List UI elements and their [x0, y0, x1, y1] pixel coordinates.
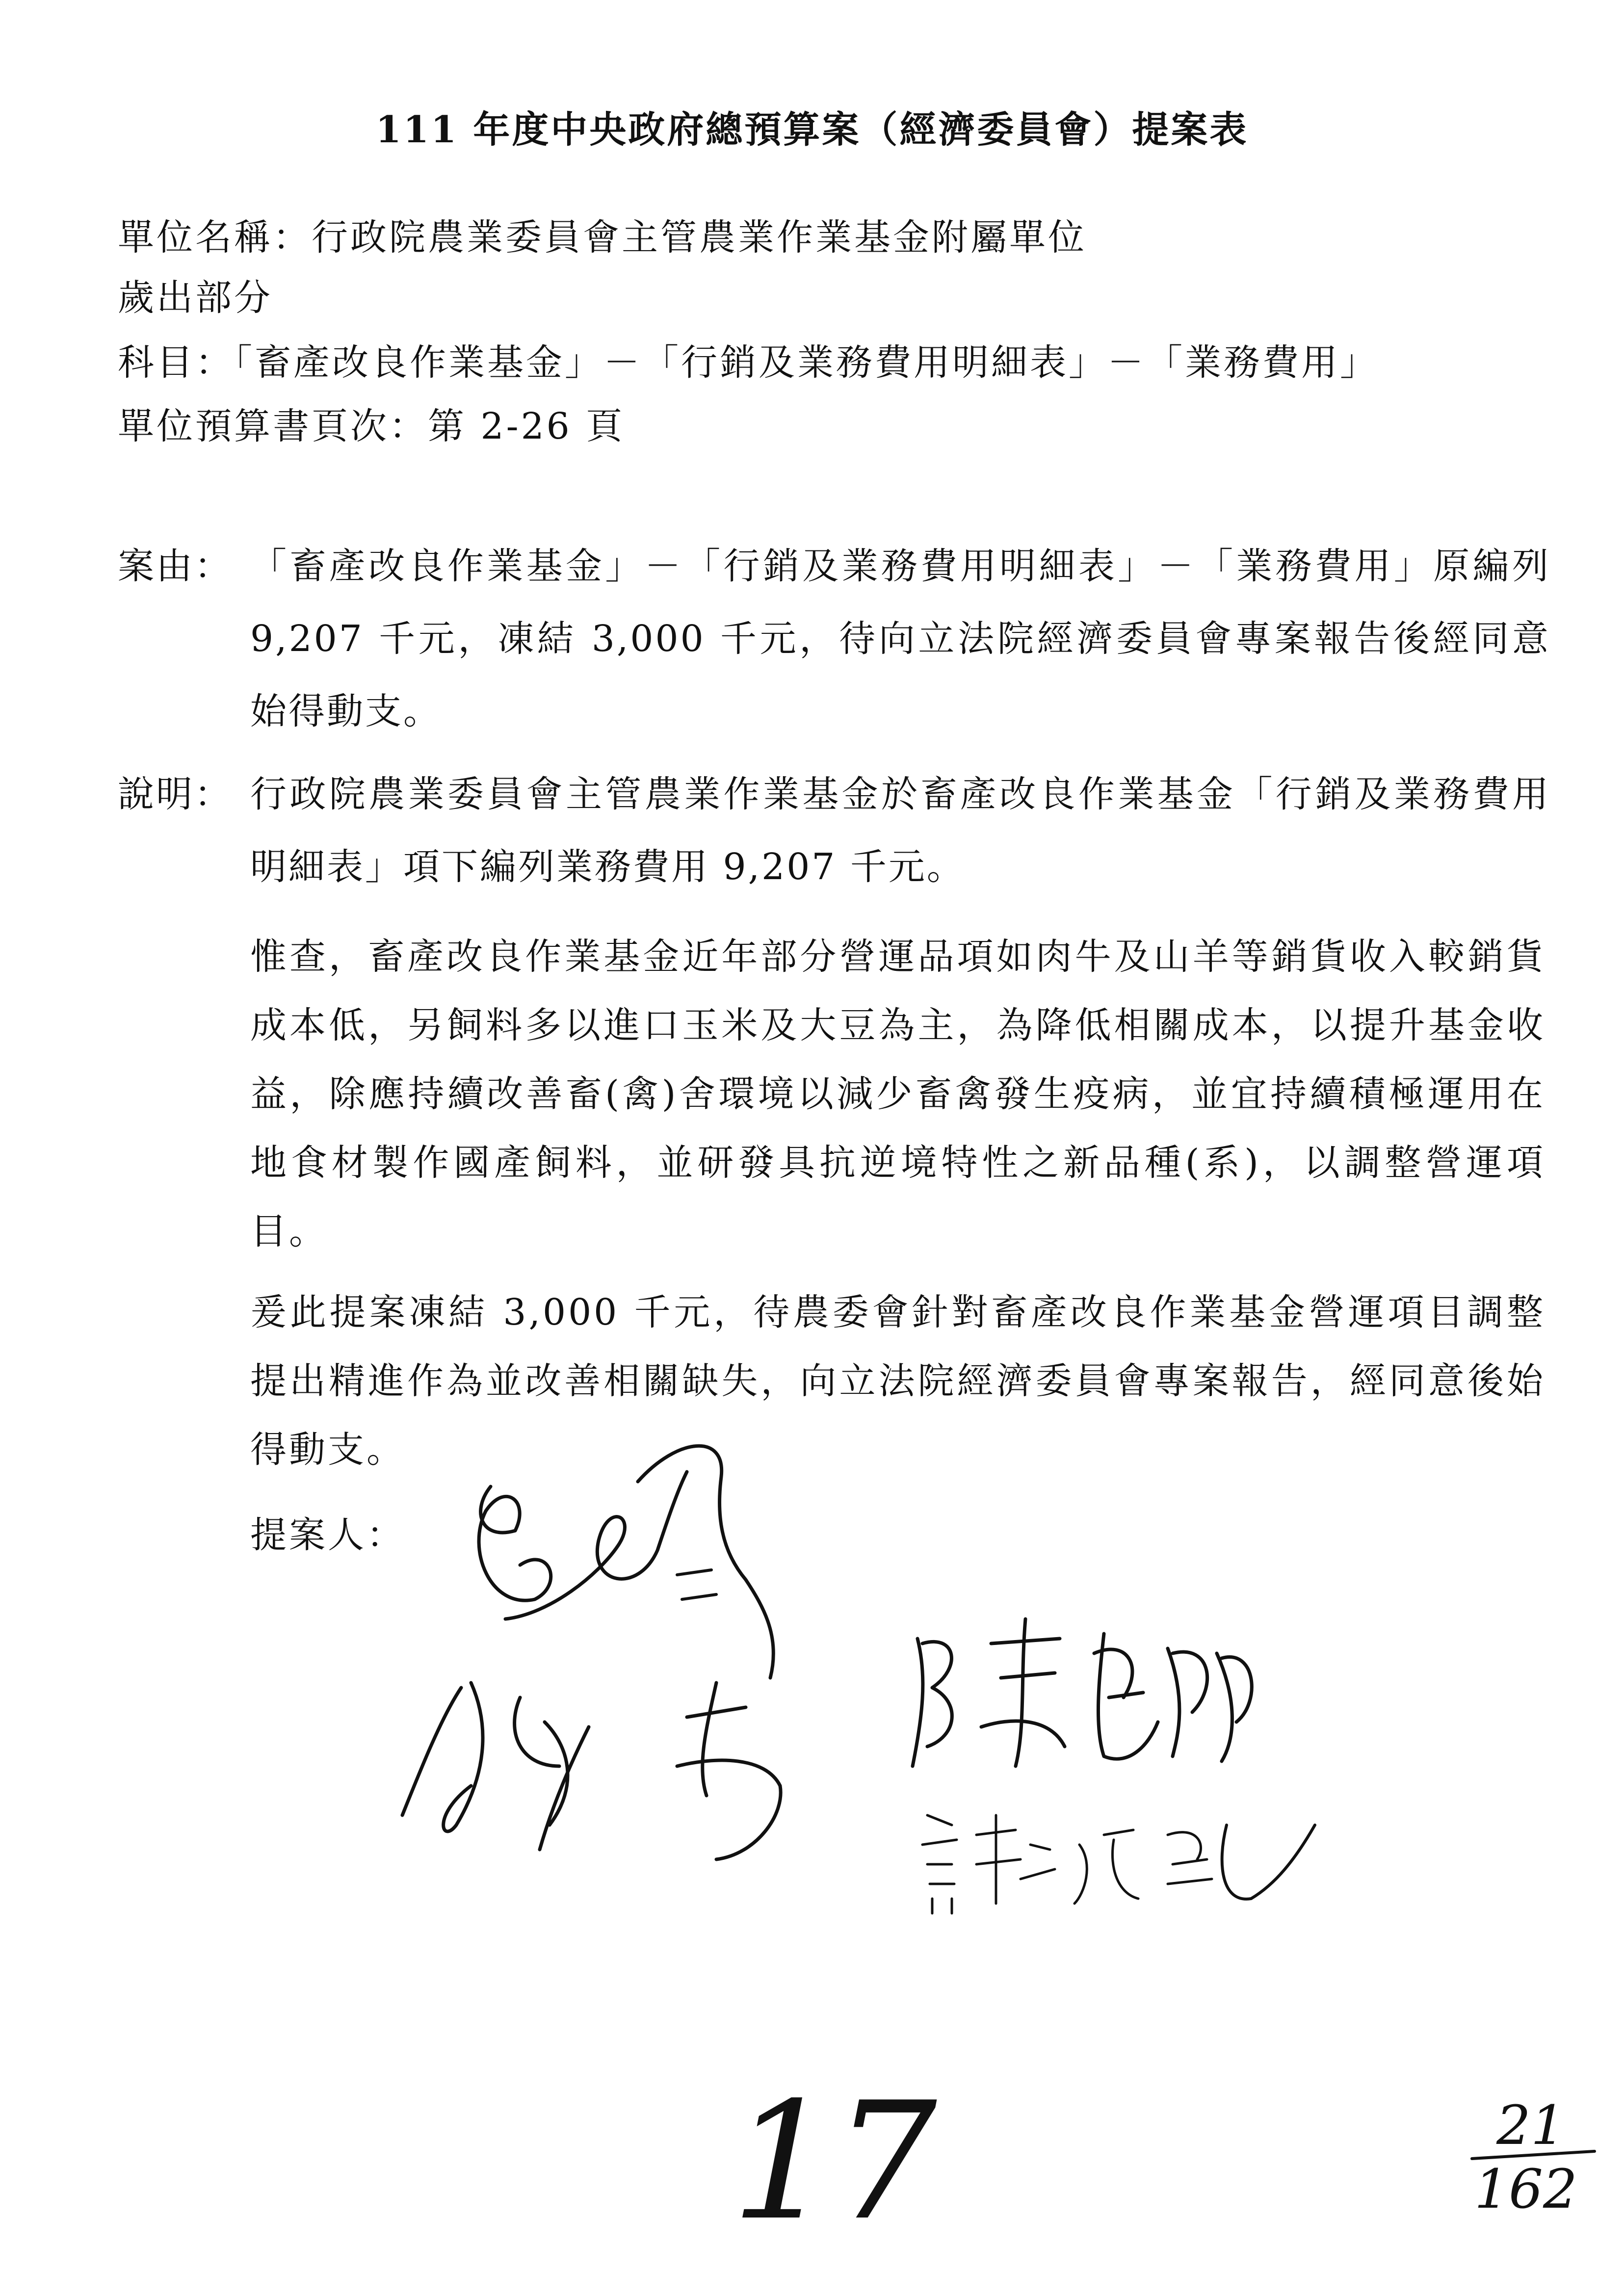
fraction-bottom: 162 [1474, 2158, 1577, 2220]
signature-2 [402, 1683, 781, 1859]
proposer-label: 提案人： [250, 1514, 405, 1556]
reason-label: 案由： [118, 545, 233, 587]
signature-4 [922, 1815, 1315, 1913]
signature-1 [479, 1446, 773, 1678]
subject-line: 科目：「畜產改良作業基金」－「行銷及業務費用明細表」－「業務費用」 [118, 341, 1379, 384]
explanation-label: 說明： [118, 773, 233, 815]
reason-text: 「畜產改良作業基金」－「行銷及業務費用明細表」－「業務費用」原編列 9,207 千元，凍結 3,000 千元，待向立法院經濟委員會專案報告後經同意始得動支。 [250, 545, 1550, 732]
fraction-top: 21 [1496, 2094, 1565, 2157]
budget-page-reference: 單位預算書頁次：第 2-26 頁 [118, 405, 625, 447]
unit-name: 單位名稱：行政院農業委員會主管農業作業基金附屬單位 [118, 216, 1087, 259]
section-label: 歲出部分 [118, 277, 273, 319]
document-title: 111 年度中央政府總預算案（經濟委員會）提案表 [375, 108, 1249, 151]
explanation-text: 行政院農業委員會主管農業作業基金於畜產改良作業基金「行銷及業務費用明細表」項下編列業務費用 9,207 千元。 [250, 773, 1550, 888]
handwritten-number-17 [731, 2067, 938, 2256]
page-fraction [1472, 2094, 1595, 2220]
big-number-17: 17 [731, 2067, 937, 2256]
explanation-paragraph-2: 爰此提案凍結 3,000 千元，待農委會針對畜產改良作業基金營運項目調整提出精進作為並改善相關缺失，向立法院經濟委員會專案報告，經同意後始得動支。 [250, 1291, 1545, 1471]
explanation-paragraph-1: 惟查，畜產改良作業基金近年部分營運品項如肉牛及山羊等銷貨收入較銷貨成本低，另飼料多以進口玉米及大豆為主，為降低相關成本，以提升基金收益，除應持續改善畜(禽)舍環境以減少畜禽發生疫病，並宜持續積極運用在地食材製作國產飼料，並研發具抗逆境特性之新品種(系)，以調整營運項目。 [250, 936, 1545, 1252]
signature-3 [913, 1619, 1252, 1766]
